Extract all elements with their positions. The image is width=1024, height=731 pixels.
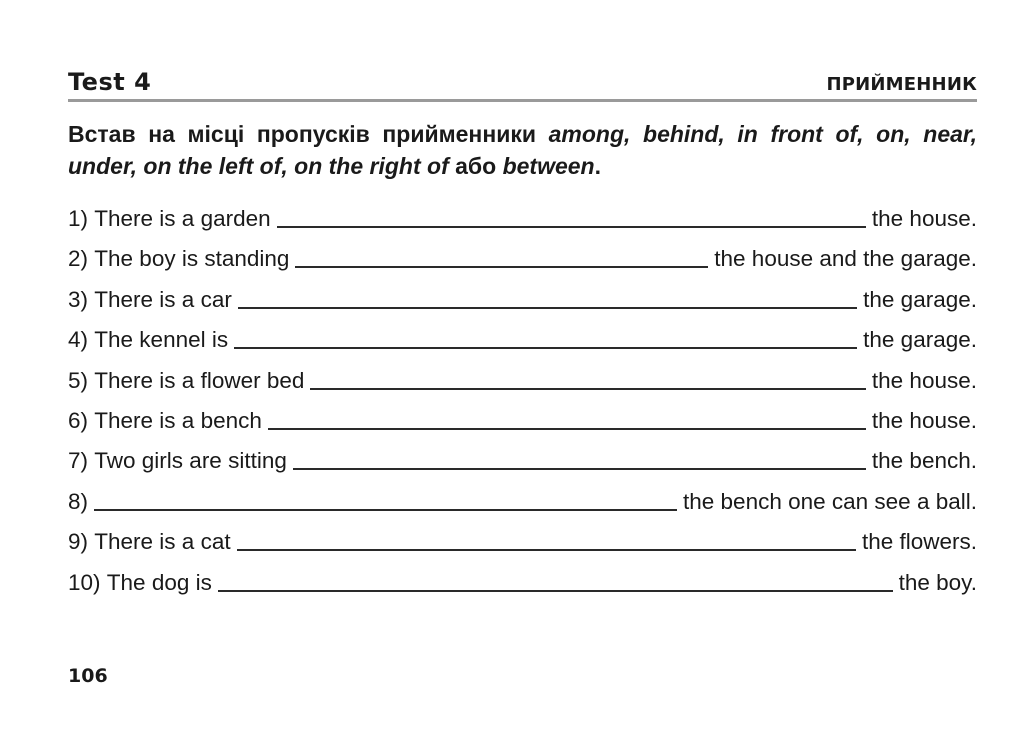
- item-text-before: The dog is: [106, 569, 212, 595]
- answer-blank[interactable]: [277, 202, 866, 228]
- page-number: 106: [68, 665, 108, 687]
- item-number: 2): [68, 246, 89, 272]
- exercise-item: [68, 482, 977, 522]
- test-title: Test 4: [68, 68, 152, 96]
- answer-blank[interactable]: [237, 525, 856, 551]
- item-text-before: There is a bench: [94, 407, 262, 433]
- item-text-after: the house.: [871, 206, 977, 231]
- answer-blank[interactable]: [293, 444, 866, 470]
- exercise-instruction: [68, 118, 977, 182]
- item-number: 1): [68, 206, 89, 231]
- section-title: ПРИЙМЕННИК: [826, 74, 977, 95]
- item-number: 9): [68, 529, 89, 555]
- item-text-after: the garage.: [863, 286, 977, 312]
- item-text-before: There is a garden: [94, 206, 271, 231]
- instruction-connector: або: [448, 153, 503, 179]
- exercise-items: [68, 199, 977, 603]
- answer-blank[interactable]: [218, 566, 893, 592]
- exercise-item: [68, 320, 977, 360]
- item-text-before: The kennel is: [94, 327, 229, 353]
- instruction-period: .: [594, 153, 601, 179]
- item-text-before: The boy is standing: [94, 246, 290, 272]
- item-text-after: the house.: [871, 407, 977, 433]
- exercise-item: [68, 199, 977, 239]
- instruction-text: Встав на місці пропусків прийменники: [68, 121, 549, 147]
- item-number: 3): [68, 286, 89, 312]
- answer-blank[interactable]: [238, 283, 857, 309]
- item-text-after: the bench.: [871, 448, 977, 474]
- item-text-after: the flowers.: [861, 529, 977, 555]
- item-number: 6): [68, 407, 89, 433]
- item-text-after: the garage.: [863, 327, 977, 353]
- item-number: 10): [68, 569, 101, 595]
- instruction-last-preposition: between: [502, 153, 595, 179]
- answer-blank[interactable]: [268, 404, 866, 430]
- exercise-item: [68, 522, 977, 562]
- page-header: [68, 66, 977, 100]
- item-number: 8): [68, 488, 89, 514]
- answer-blank[interactable]: [295, 242, 708, 268]
- item-text-before: Two girls are sitting: [94, 448, 287, 474]
- item-text-after: the boy.: [898, 569, 977, 595]
- answer-blank[interactable]: [310, 364, 866, 390]
- exercise-item: [68, 361, 977, 401]
- header-divider: [68, 99, 977, 102]
- answer-blank[interactable]: [94, 485, 677, 511]
- item-text-after: the house.: [871, 367, 977, 393]
- exercise-item: [68, 401, 977, 441]
- exercise-item: [68, 441, 977, 481]
- item-number: 7): [68, 448, 89, 474]
- item-text-before: There is a flower bed: [94, 367, 305, 393]
- exercise-item: [68, 563, 977, 603]
- item-text-after: the house and the garage.: [714, 246, 977, 272]
- item-text-after: the bench one can see a ball.: [683, 488, 977, 514]
- item-text-before: There is a cat: [94, 529, 231, 555]
- exercise-item: [68, 239, 977, 279]
- item-text-before: There is a car: [94, 286, 232, 312]
- instruction-prepositions: among, behind, in front of, on, near, under, on the left of, on the right of: [68, 121, 977, 179]
- exercise-item: [68, 280, 977, 320]
- answer-blank[interactable]: [234, 323, 857, 349]
- item-number: 5): [68, 367, 89, 393]
- item-number: 4): [68, 327, 89, 353]
